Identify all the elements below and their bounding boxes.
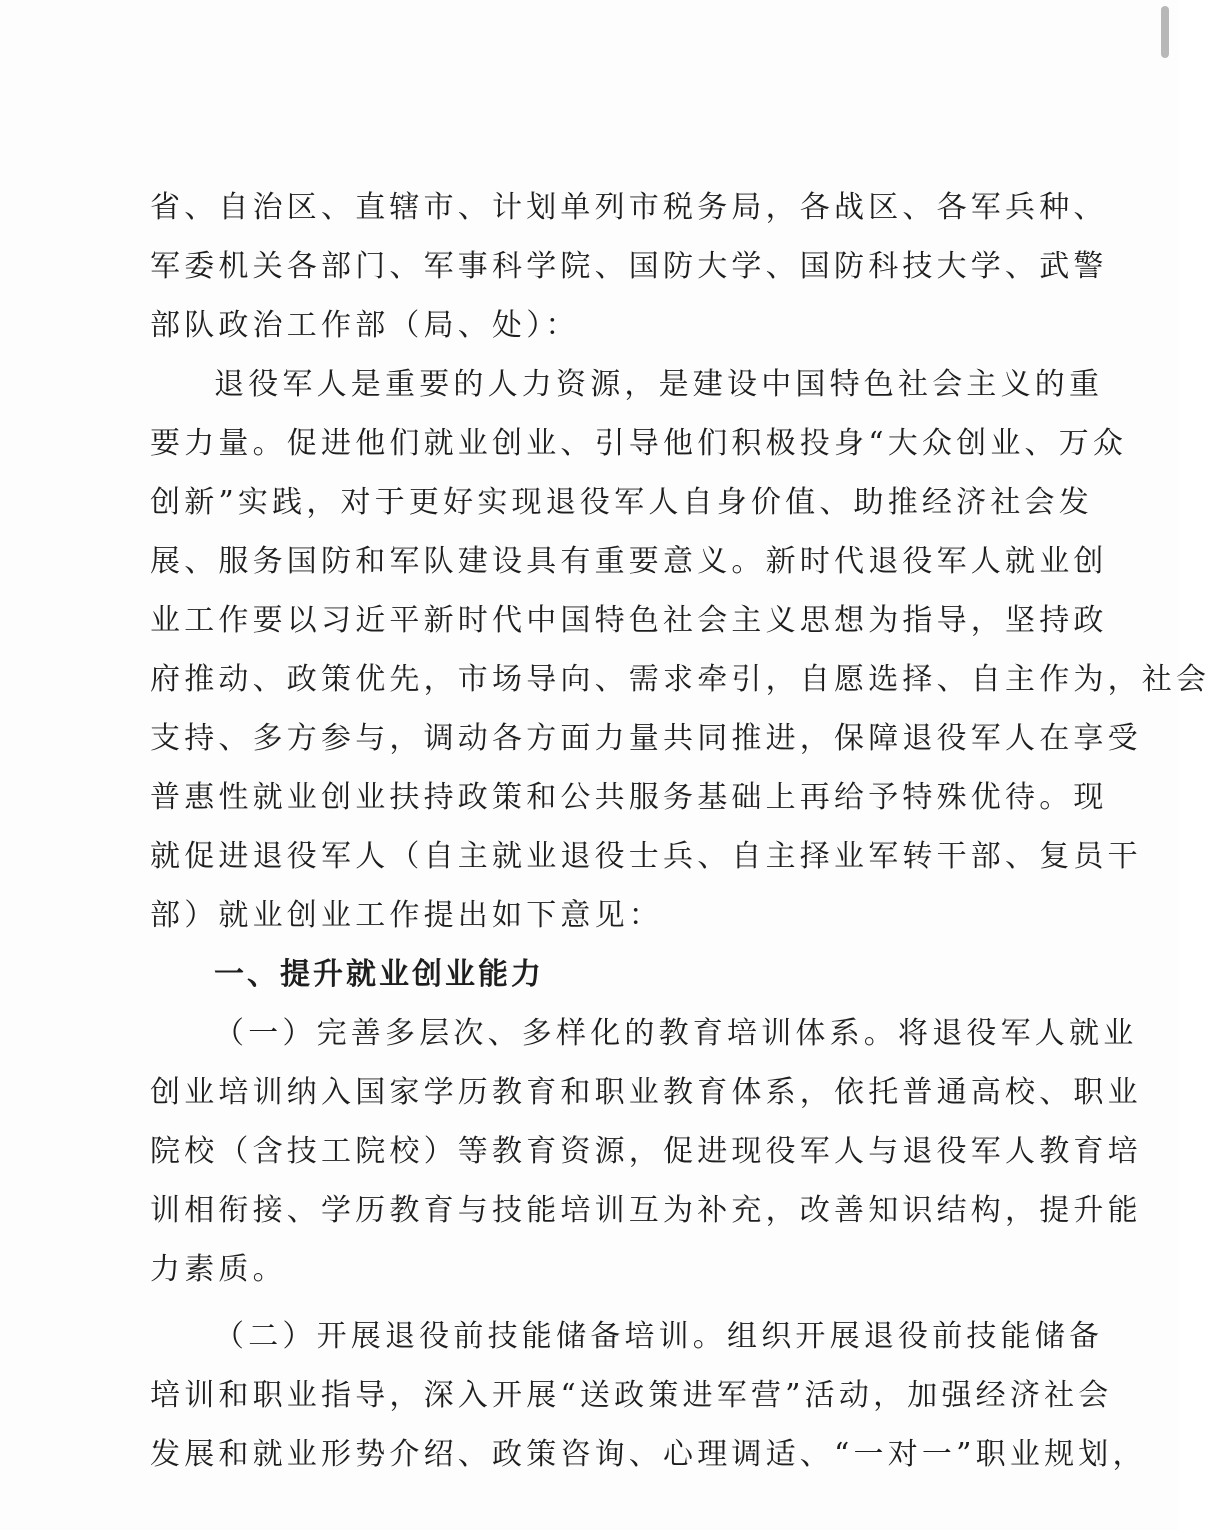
paragraph-line: 府推动、政策优先，市场导向、需求牵引，自愿选择、自主作为，社会 <box>150 662 1210 697</box>
item-line: （二）开展退役前技能储备培训。组织开展退役前技能储备 <box>214 1319 1104 1354</box>
paragraph-line: 业工作要以习近平新时代中国特色社会主义思想为指导，坚持政 <box>150 603 1108 638</box>
intro-line: 部队政治工作部（局、处）： <box>150 308 580 343</box>
document-body <box>150 178 1210 1484</box>
item-line: （一）完善多层次、多样化的教育培训体系。将退役军人就业 <box>214 1016 1138 1051</box>
paragraph-line: 普惠性就业创业扶持政策和公共服务基础上再给予特殊优待。现 <box>150 780 1108 815</box>
intro-line: 省、自治区、直辖市、计划单列市税务局，各战区、各军兵种、 <box>150 190 1108 225</box>
item-line: 训相衔接、学历教育与技能培训互为补充，改善知识结构，提升能 <box>150 1193 1142 1228</box>
paragraph-gap <box>150 1299 1026 1307</box>
paragraph-line: 要力量。促进他们就业创业、引导他们积极投身“大众创业、万众 <box>150 426 1128 461</box>
item-line: 力素质。 <box>150 1252 287 1287</box>
intro-line: 军委机关各部门、军事科学院、国防大学、国防科技大学、武警 <box>150 249 1108 284</box>
paragraph-line: 退役军人是重要的人力资源，是建设中国特色社会主义的重 <box>214 367 1104 402</box>
paragraph-line: 展、服务国防和军队建设具有重要意义。新时代退役军人就业创 <box>150 544 1108 579</box>
paragraph-line: 就促进退役军人（自主就业退役士兵、自主择业军转干部、复员干 <box>150 839 1142 874</box>
paragraph-line: 创新”实践，对于更好实现退役军人自身价值、助推经济社会发 <box>150 485 1093 520</box>
item-line: 发展和就业形势介绍、政策咨询、心理调适、“一对一”职业规划， <box>150 1437 1147 1472</box>
item-line: 创业培训纳入国家学历教育和职业教育体系，依托普通高校、职业 <box>150 1075 1142 1110</box>
scrollbar-thumb[interactable] <box>1161 6 1169 58</box>
scrollbar[interactable] <box>1165 0 1175 70</box>
paragraph-line: 部）就业创业工作提出如下意见： <box>150 898 663 933</box>
paragraph-line: 支持、多方参与，调动各方面力量共同推进，保障退役军人在享受 <box>150 721 1142 756</box>
section-heading: 一、提升就业创业能力 <box>214 957 544 992</box>
item-line: 培训和职业指导，深入开展“送政策进军营”活动，加强经济社会 <box>150 1378 1113 1413</box>
item-line: 院校（含技工院校）等教育资源，促进现役军人与退役军人教育培 <box>150 1134 1142 1169</box>
